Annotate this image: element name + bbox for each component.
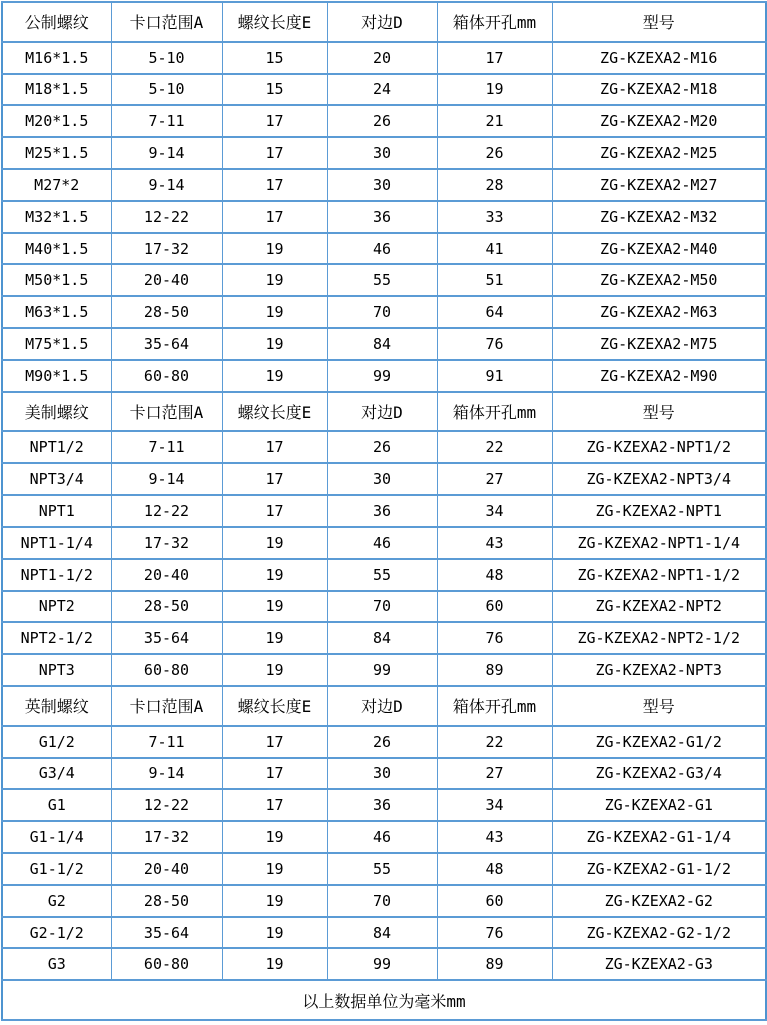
table-row bbox=[2, 328, 766, 360]
table-row bbox=[2, 74, 766, 106]
table-cell: 41 bbox=[437, 233, 552, 265]
column-header: 箱体开孔mm bbox=[437, 392, 552, 432]
table-cell: 19 bbox=[222, 296, 327, 328]
table-cell: G2-1/2 bbox=[2, 917, 111, 949]
table-cell: 84 bbox=[327, 622, 437, 654]
table-cell: 19 bbox=[437, 74, 552, 106]
table-cell: 19 bbox=[222, 264, 327, 296]
table-cell: 26 bbox=[327, 105, 437, 137]
table-cell: M63*1.5 bbox=[2, 296, 111, 328]
table-row bbox=[2, 264, 766, 296]
table-row bbox=[2, 622, 766, 654]
table-row bbox=[2, 105, 766, 137]
table-cell: M25*1.5 bbox=[2, 137, 111, 169]
table-cell: 7-11 bbox=[111, 726, 222, 758]
table-cell: M16*1.5 bbox=[2, 42, 111, 74]
table-cell: ZG-KZEXA2-G3 bbox=[552, 948, 766, 980]
table-cell: 9-14 bbox=[111, 758, 222, 790]
table-cell: 15 bbox=[222, 42, 327, 74]
column-header: 型号 bbox=[552, 2, 766, 42]
table-cell: 17-32 bbox=[111, 233, 222, 265]
table-row bbox=[2, 296, 766, 328]
table-cell: G1 bbox=[2, 789, 111, 821]
table-cell: 19 bbox=[222, 622, 327, 654]
table-row bbox=[2, 42, 766, 74]
table-cell: G3 bbox=[2, 948, 111, 980]
table-cell: 17-32 bbox=[111, 821, 222, 853]
table-cell: 51 bbox=[437, 264, 552, 296]
table-cell: 27 bbox=[437, 758, 552, 790]
table-cell: 21 bbox=[437, 105, 552, 137]
table-cell: 48 bbox=[437, 559, 552, 591]
column-header: 美制螺纹 bbox=[2, 392, 111, 432]
table-cell: 99 bbox=[327, 360, 437, 392]
table-cell: ZG-KZEXA2-G3/4 bbox=[552, 758, 766, 790]
table-cell: 89 bbox=[437, 654, 552, 686]
table-cell: ZG-KZEXA2-G1 bbox=[552, 789, 766, 821]
table-cell: 89 bbox=[437, 948, 552, 980]
column-header: 箱体开孔mm bbox=[437, 2, 552, 42]
table-cell: 12-22 bbox=[111, 495, 222, 527]
table-cell: 76 bbox=[437, 328, 552, 360]
table-cell: 36 bbox=[327, 789, 437, 821]
section-header-row bbox=[2, 392, 766, 432]
unit-note-row bbox=[2, 980, 766, 1020]
table-cell: ZG-KZEXA2-G1-1/2 bbox=[552, 853, 766, 885]
table-cell: 19 bbox=[222, 917, 327, 949]
table-cell: 28-50 bbox=[111, 296, 222, 328]
table-row bbox=[2, 527, 766, 559]
table-cell: ZG-KZEXA2-M63 bbox=[552, 296, 766, 328]
table-row bbox=[2, 948, 766, 980]
table-row bbox=[2, 169, 766, 201]
table-cell: ZG-KZEXA2-M40 bbox=[552, 233, 766, 265]
table-row bbox=[2, 758, 766, 790]
table-cell: ZG-KZEXA2-M25 bbox=[552, 137, 766, 169]
table-cell: 19 bbox=[222, 885, 327, 917]
table-row bbox=[2, 431, 766, 463]
table-cell: ZG-KZEXA2-NPT3 bbox=[552, 654, 766, 686]
table-row bbox=[2, 360, 766, 392]
table-cell: ZG-KZEXA2-NPT2-1/2 bbox=[552, 622, 766, 654]
column-header: 对边D bbox=[327, 392, 437, 432]
table-cell: 99 bbox=[327, 948, 437, 980]
table-cell: 70 bbox=[327, 296, 437, 328]
table-row bbox=[2, 726, 766, 758]
table-cell: 17 bbox=[222, 463, 327, 495]
table-cell: 20 bbox=[327, 42, 437, 74]
column-header: 卡口范围A bbox=[111, 2, 222, 42]
table-cell: 30 bbox=[327, 463, 437, 495]
column-header: 英制螺纹 bbox=[2, 686, 111, 726]
table-row bbox=[2, 137, 766, 169]
section-header-row bbox=[2, 686, 766, 726]
table-cell: M40*1.5 bbox=[2, 233, 111, 265]
table-cell: ZG-KZEXA2-NPT1-1/2 bbox=[552, 559, 766, 591]
table-cell: 55 bbox=[327, 559, 437, 591]
table-cell: NPT3 bbox=[2, 654, 111, 686]
table-row bbox=[2, 853, 766, 885]
table-cell: 19 bbox=[222, 948, 327, 980]
table-cell: 46 bbox=[327, 821, 437, 853]
table-cell: NPT2 bbox=[2, 591, 111, 623]
unit-note: 以上数据单位为毫米mm bbox=[2, 980, 766, 1020]
table-cell: 20-40 bbox=[111, 264, 222, 296]
table-cell: M75*1.5 bbox=[2, 328, 111, 360]
table-cell: G1-1/2 bbox=[2, 853, 111, 885]
column-header: 型号 bbox=[552, 392, 766, 432]
table-cell: 46 bbox=[327, 233, 437, 265]
column-header: 卡口范围A bbox=[111, 392, 222, 432]
table-cell: ZG-KZEXA2-M18 bbox=[552, 74, 766, 106]
thread-spec-table bbox=[1, 1, 767, 1021]
table-cell: 7-11 bbox=[111, 105, 222, 137]
table-cell: ZG-KZEXA2-NPT1-1/4 bbox=[552, 527, 766, 559]
table-cell: 19 bbox=[222, 360, 327, 392]
table-row bbox=[2, 821, 766, 853]
table-cell: ZG-KZEXA2-G2 bbox=[552, 885, 766, 917]
table-cell: 17 bbox=[222, 789, 327, 821]
table-cell: 28 bbox=[437, 169, 552, 201]
table-cell: 60-80 bbox=[111, 948, 222, 980]
table-cell: 17 bbox=[222, 431, 327, 463]
table-cell: 19 bbox=[222, 591, 327, 623]
column-header: 型号 bbox=[552, 686, 766, 726]
table-cell: 64 bbox=[437, 296, 552, 328]
table-cell: 30 bbox=[327, 169, 437, 201]
table-cell: ZG-KZEXA2-M16 bbox=[552, 42, 766, 74]
table-cell: 5-10 bbox=[111, 42, 222, 74]
table-cell: ZG-KZEXA2-M75 bbox=[552, 328, 766, 360]
table-cell: 33 bbox=[437, 201, 552, 233]
table-cell: 76 bbox=[437, 622, 552, 654]
column-header: 对边D bbox=[327, 686, 437, 726]
table-cell: 55 bbox=[327, 853, 437, 885]
table-cell: G1-1/4 bbox=[2, 821, 111, 853]
table-cell: 17 bbox=[222, 726, 327, 758]
table-row bbox=[2, 885, 766, 917]
table-cell: 19 bbox=[222, 654, 327, 686]
table-cell: M50*1.5 bbox=[2, 264, 111, 296]
table-cell: 26 bbox=[327, 726, 437, 758]
table-cell: 28-50 bbox=[111, 591, 222, 623]
table-cell: 76 bbox=[437, 917, 552, 949]
table-cell: 17 bbox=[222, 495, 327, 527]
column-header: 螺纹长度E bbox=[222, 392, 327, 432]
table-row bbox=[2, 233, 766, 265]
table-cell: ZG-KZEXA2-NPT3/4 bbox=[552, 463, 766, 495]
table-cell: 34 bbox=[437, 495, 552, 527]
table-cell: ZG-KZEXA2-M90 bbox=[552, 360, 766, 392]
table-cell: 17 bbox=[222, 201, 327, 233]
table-cell: 9-14 bbox=[111, 463, 222, 495]
table-cell: 17 bbox=[222, 758, 327, 790]
table-cell: 12-22 bbox=[111, 201, 222, 233]
table-cell: 55 bbox=[327, 264, 437, 296]
table-row bbox=[2, 201, 766, 233]
table-cell: 19 bbox=[222, 233, 327, 265]
table-cell: 19 bbox=[222, 527, 327, 559]
table-cell: 46 bbox=[327, 527, 437, 559]
table-cell: 17 bbox=[222, 105, 327, 137]
table-cell: ZG-KZEXA2-M27 bbox=[552, 169, 766, 201]
table-cell: 20-40 bbox=[111, 853, 222, 885]
table-cell: 17 bbox=[222, 137, 327, 169]
column-header: 卡口范围A bbox=[111, 686, 222, 726]
table-cell: M18*1.5 bbox=[2, 74, 111, 106]
table-cell: 5-10 bbox=[111, 74, 222, 106]
table-cell: 20-40 bbox=[111, 559, 222, 591]
table-cell: 24 bbox=[327, 74, 437, 106]
table-cell: 36 bbox=[327, 201, 437, 233]
table-cell: 15 bbox=[222, 74, 327, 106]
table-cell: 28-50 bbox=[111, 885, 222, 917]
table-row bbox=[2, 917, 766, 949]
table-cell: 17-32 bbox=[111, 527, 222, 559]
table-cell: 30 bbox=[327, 137, 437, 169]
table-cell: 60 bbox=[437, 591, 552, 623]
table-cell: ZG-KZEXA2-G1/2 bbox=[552, 726, 766, 758]
table-cell: ZG-KZEXA2-NPT1 bbox=[552, 495, 766, 527]
table-cell: 48 bbox=[437, 853, 552, 885]
table-cell: 19 bbox=[222, 328, 327, 360]
column-header: 箱体开孔mm bbox=[437, 686, 552, 726]
table-row bbox=[2, 789, 766, 821]
table-cell: G1/2 bbox=[2, 726, 111, 758]
table-cell: 17 bbox=[437, 42, 552, 74]
table-cell: 60 bbox=[437, 885, 552, 917]
table-cell: NPT1-1/4 bbox=[2, 527, 111, 559]
table-cell: 19 bbox=[222, 821, 327, 853]
table-row bbox=[2, 559, 766, 591]
table-row bbox=[2, 495, 766, 527]
column-header: 公制螺纹 bbox=[2, 2, 111, 42]
table-cell: ZG-KZEXA2-NPT2 bbox=[552, 591, 766, 623]
table-cell: ZG-KZEXA2-M50 bbox=[552, 264, 766, 296]
table-cell: NPT3/4 bbox=[2, 463, 111, 495]
table-cell: 60-80 bbox=[111, 360, 222, 392]
table-cell: 35-64 bbox=[111, 622, 222, 654]
table-cell: M27*2 bbox=[2, 169, 111, 201]
column-header: 螺纹长度E bbox=[222, 2, 327, 42]
table-cell: NPT2-1/2 bbox=[2, 622, 111, 654]
table-cell: 19 bbox=[222, 853, 327, 885]
column-header: 对边D bbox=[327, 2, 437, 42]
table-cell: 26 bbox=[437, 137, 552, 169]
table-cell: 35-64 bbox=[111, 328, 222, 360]
table-cell: M32*1.5 bbox=[2, 201, 111, 233]
table-cell: NPT1 bbox=[2, 495, 111, 527]
table-cell: ZG-KZEXA2-G1-1/4 bbox=[552, 821, 766, 853]
table-cell: 26 bbox=[327, 431, 437, 463]
table-cell: 12-22 bbox=[111, 789, 222, 821]
table-cell: ZG-KZEXA2-NPT1/2 bbox=[552, 431, 766, 463]
table-cell: 17 bbox=[222, 169, 327, 201]
table-cell: M20*1.5 bbox=[2, 105, 111, 137]
table-cell: 60-80 bbox=[111, 654, 222, 686]
table-cell: 43 bbox=[437, 527, 552, 559]
table-row bbox=[2, 654, 766, 686]
table-cell: 22 bbox=[437, 726, 552, 758]
table-cell: 19 bbox=[222, 559, 327, 591]
table-cell: 70 bbox=[327, 885, 437, 917]
table-cell: 9-14 bbox=[111, 137, 222, 169]
table-cell: 91 bbox=[437, 360, 552, 392]
table-cell: 30 bbox=[327, 758, 437, 790]
table-cell: G3/4 bbox=[2, 758, 111, 790]
table-cell: G2 bbox=[2, 885, 111, 917]
table-cell: 34 bbox=[437, 789, 552, 821]
table-cell: ZG-KZEXA2-G2-1/2 bbox=[552, 917, 766, 949]
table-cell: 99 bbox=[327, 654, 437, 686]
table-cell: ZG-KZEXA2-M32 bbox=[552, 201, 766, 233]
table-row bbox=[2, 591, 766, 623]
column-header: 螺纹长度E bbox=[222, 686, 327, 726]
table-cell: 84 bbox=[327, 328, 437, 360]
table-cell: 36 bbox=[327, 495, 437, 527]
table-cell: 43 bbox=[437, 821, 552, 853]
section-header-row bbox=[2, 2, 766, 42]
table-cell: 70 bbox=[327, 591, 437, 623]
table-cell: 22 bbox=[437, 431, 552, 463]
table-row bbox=[2, 463, 766, 495]
table-cell: M90*1.5 bbox=[2, 360, 111, 392]
table-cell: 7-11 bbox=[111, 431, 222, 463]
table-cell: NPT1-1/2 bbox=[2, 559, 111, 591]
table-cell: 27 bbox=[437, 463, 552, 495]
table-cell: 9-14 bbox=[111, 169, 222, 201]
table-cell: NPT1/2 bbox=[2, 431, 111, 463]
table-cell: 35-64 bbox=[111, 917, 222, 949]
table-cell: 84 bbox=[327, 917, 437, 949]
table-cell: ZG-KZEXA2-M20 bbox=[552, 105, 766, 137]
